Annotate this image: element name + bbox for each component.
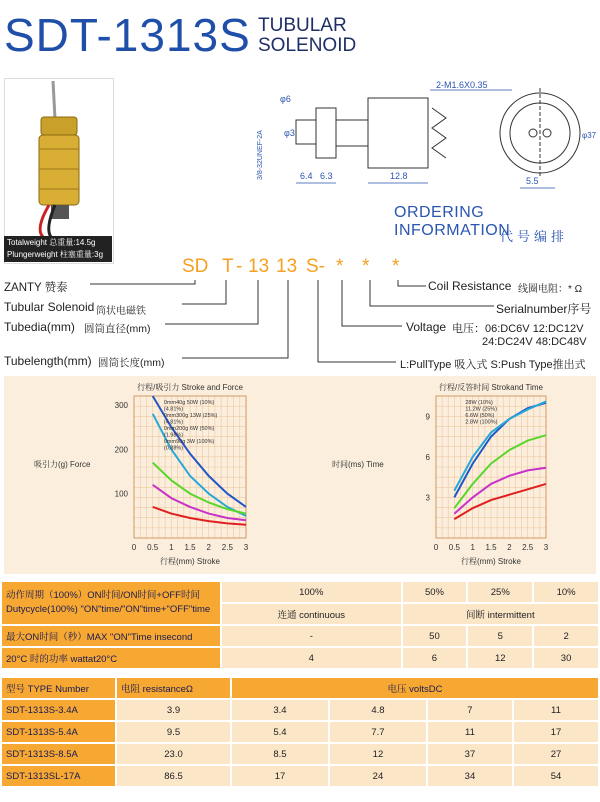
code-star-2: *: [362, 256, 370, 277]
power-label: 20°C 时的功率 wattat20°C: [2, 648, 220, 668]
serial-label: Serialnumber序号: [496, 302, 592, 316]
voltage-cell: 17: [514, 722, 598, 742]
x-tick-label: 3: [243, 543, 249, 552]
x-tick-label: 2.5: [221, 543, 233, 552]
voltage-cell: 34: [428, 766, 512, 786]
x-tick-label: 2.5: [522, 543, 534, 552]
zanty-label: ZANTY 赞泰: [4, 282, 68, 294]
voltage-cell: 11: [428, 722, 512, 742]
dim-6-3: 6.3: [320, 171, 333, 181]
legend-entry: 11.2W (25%): [465, 406, 498, 413]
dimension-drawing: [250, 78, 596, 198]
code-13a: 13: [248, 256, 270, 277]
table-row: [2, 722, 598, 742]
max-on-100: -: [222, 626, 401, 646]
voltage-cell: 37: [428, 744, 512, 764]
code-star-1: *: [336, 256, 344, 277]
x-tick-label: 1: [169, 543, 174, 552]
power-10: 30: [534, 648, 598, 668]
voltage-cell: 7.7: [330, 722, 426, 742]
tubular-label: Tubular Solenoid: [4, 300, 95, 314]
x-tick-label: 2: [206, 543, 211, 552]
dim-12-8: 12.8: [390, 171, 408, 181]
duty-10: 10%: [534, 582, 598, 602]
x-axis-label: 行程(mm) Stroke: [461, 557, 521, 566]
voltage-cell: 7: [428, 700, 512, 720]
table-row: [2, 766, 598, 786]
resistance-header: 电阻 resistanceΩ: [117, 678, 230, 698]
tubelength-label: Tubelength(mm): [4, 354, 92, 368]
y-tick-label: 3: [425, 493, 430, 503]
resistance-cell: 23.0: [117, 744, 230, 764]
model-title: SDT-1313S: [4, 9, 251, 61]
ordering-title-cn: 代号编排: [500, 229, 569, 244]
product-type-title: [258, 16, 356, 56]
voltage-cell: 3.4: [232, 700, 328, 720]
max-on-50: 50: [403, 626, 467, 646]
code-sd: SD: [182, 256, 209, 277]
ordering-title: ORDERING INFORMATION: [394, 204, 511, 239]
resistance-cell: 86.5: [117, 766, 230, 786]
solenoid-photo-icon: [5, 79, 113, 239]
voltage-cell: 5.4: [232, 722, 328, 742]
resistance-cell: 3.9: [117, 700, 230, 720]
table-row: [2, 744, 598, 764]
type-label: L:PullType 吸入式 S:Push Type推出式: [400, 359, 586, 371]
series-line: [153, 485, 246, 521]
x-tick-label: 1.5: [485, 543, 497, 552]
voltage-cell: 54: [514, 766, 598, 786]
duty-25: 25%: [468, 582, 532, 602]
x-tick-label: 0: [433, 543, 439, 552]
y-tick-label: 100: [114, 489, 128, 499]
voltage-cell: 8.5: [232, 744, 328, 764]
x-axis-label: 行程(mm) Stroke: [160, 557, 220, 566]
voltage-cell: 12: [330, 744, 426, 764]
voltage-label: Voltage: [406, 320, 447, 334]
intermittent-label: 间断 intermittent: [403, 604, 598, 624]
tubedia-label-cn: 圆筒直径(mm): [84, 323, 151, 335]
type-cell: SDT-1313S-3.4A: [2, 700, 115, 720]
legend-entry: 28W (10%): [465, 400, 493, 406]
power-100: 4: [222, 648, 401, 668]
y-tick-label: 300: [114, 400, 128, 410]
voltage-cell: 17: [232, 766, 328, 786]
type-cell: SDT-1313S-5.4A: [2, 722, 115, 742]
table-row: [2, 700, 598, 720]
series-line: [153, 463, 246, 514]
voltage-cell: 4.8: [330, 700, 426, 720]
legend-entry: 0mm90g 3W (100%): [163, 439, 215, 445]
power-50: 6: [403, 648, 467, 668]
legend-entry: 6.6W (50%): [465, 413, 495, 419]
tubular-label-cn: 筒状电磁铁: [96, 306, 146, 317]
dim-phi6: φ6: [280, 94, 291, 104]
duty-100: 100%: [222, 582, 401, 602]
voltage-cell: 27: [514, 744, 598, 764]
type-cell: SDT-1313SL-17A: [2, 766, 115, 786]
code-star-3: *: [392, 256, 400, 277]
y-axis-label: 时间(ms) Time: [332, 460, 384, 469]
resistance-table: [0, 676, 600, 788]
duty-50: 50%: [403, 582, 467, 602]
type-line-2: SOLENOID: [258, 35, 357, 56]
code-13b: 13: [276, 256, 298, 277]
voltage-header: 电压 voltsDC: [232, 678, 598, 698]
continuous-label: 连通 continuous: [222, 604, 401, 624]
type-cell: SDT-1313S-8.5A: [2, 744, 115, 764]
legend-entry: 2.8W (100%): [465, 419, 498, 426]
legend-entry: 0mm200g 6W (50%): [163, 426, 215, 432]
tubelength-label-cn: 圆筒长度(mm): [98, 357, 165, 369]
resistance-cell: 9.5: [117, 722, 230, 742]
x-tick-label: 0.5: [448, 543, 460, 552]
max-on-10: 2: [534, 626, 598, 646]
y-tick-label: 9: [425, 412, 430, 422]
dim-phi37: φ37: [582, 131, 596, 140]
coil-label-cn: 线圈电阻：* Ω: [518, 284, 583, 295]
voltage-cn: 电压：06:DC6V 12:DC12V: [452, 323, 584, 335]
dim-unef: 3/8-32UNEF-2A: [257, 130, 264, 180]
total-weight: Totalweight 总重量:14.5g: [7, 238, 96, 247]
tubedia-label: Tubedia(mm): [4, 320, 75, 334]
code-s: S-: [306, 256, 325, 277]
legend-entry: (4.81%): [163, 406, 184, 413]
weight-caption: [4, 236, 112, 262]
dim-phi3: φ3: [284, 128, 295, 138]
legend-entry: (4.81%): [163, 419, 184, 426]
y-tick-label: 6: [425, 452, 430, 462]
voltage-cell: 24: [330, 766, 426, 786]
x-tick-label: 1: [470, 543, 475, 552]
type-header: 型号 TYPE Number: [2, 678, 115, 698]
code-t: T: [222, 256, 234, 277]
y-axis-label: 吸引力(g) Force: [34, 460, 91, 469]
dim-6-4: 6.4: [300, 171, 313, 181]
power-25: 12: [468, 648, 532, 668]
x-tick-label: 1.5: [184, 543, 196, 552]
time-chart: [300, 376, 596, 574]
dim-5-5: 5.5: [526, 176, 539, 186]
legend-entry: (0.88%): [163, 445, 184, 452]
chart-title: 行程/吸引力 Stroke and Force: [137, 383, 243, 392]
duty-cycle-label: 动作周期（100%）ON时间/ON时间+OFF时间 Dutycycle(100%) "ON"time/"ON"time+"OFF"time: [2, 582, 220, 624]
legend-entry: (1.98%): [163, 432, 184, 439]
force-chart: [4, 376, 296, 574]
code-dash: -: [236, 256, 243, 277]
dim-thread: 2-M1.6X0.35: [436, 80, 488, 90]
spec-table: [0, 580, 600, 670]
y-tick-label: 200: [114, 445, 128, 455]
x-tick-label: 2: [507, 543, 512, 552]
type-line-1: TUBULAR: [258, 15, 347, 36]
coil-label: Coil Resistance: [428, 279, 512, 293]
x-tick-label: 3: [543, 543, 549, 552]
voltage-cell: 11: [514, 700, 598, 720]
chart-title: 行程/反答时间 Strokand Time: [438, 383, 544, 392]
x-tick-label: 0.5: [147, 543, 159, 552]
x-tick-label: 0: [131, 543, 137, 552]
legend-entry: 0mm40g 50W (10%): [163, 400, 215, 406]
voltage-line-2: 24:DC24V 48:DC48V: [482, 336, 587, 348]
max-on-label: 最大ON时间（秒）MAX "ON"Time insecond: [2, 626, 220, 646]
legend-entry: 0mm300g 13W (25%): [163, 413, 218, 419]
plunger-weight: Plungerweight 柱塞重量:3g: [7, 250, 104, 259]
max-on-25: 5: [468, 626, 532, 646]
